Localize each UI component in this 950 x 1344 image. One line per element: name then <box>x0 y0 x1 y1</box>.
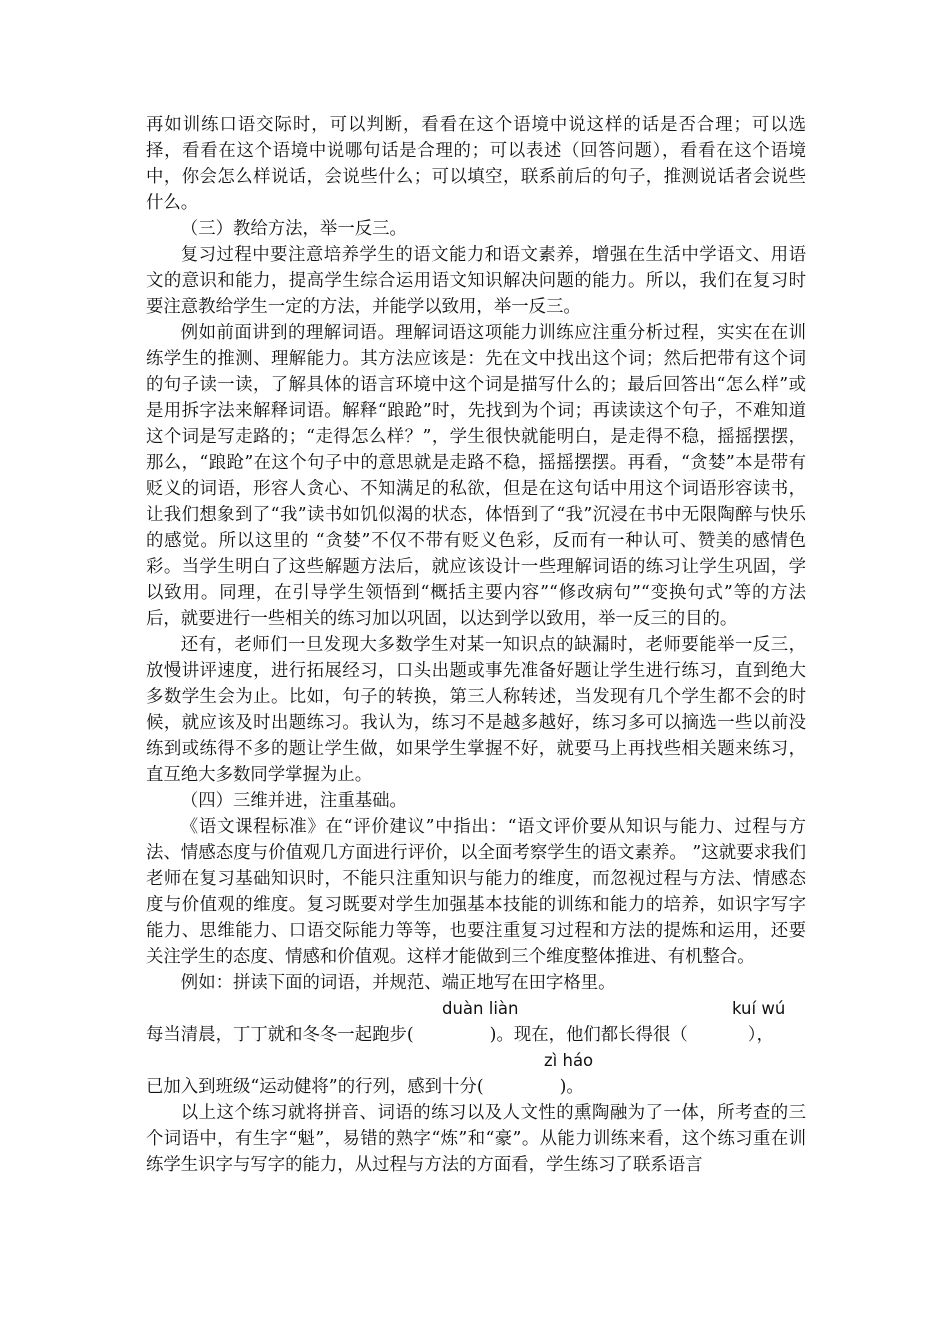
pinyin-duanlian: duàn liàn <box>442 999 519 1018</box>
pinyin-exercise <box>146 996 806 1100</box>
exercise-line-2-text-b: )。 <box>559 1077 584 1097</box>
paragraph-oral-communication: 再如训练口语交际时，可以判断，看看在这个语境中说这样的话是否合理；可以选择，看看在这个语境中说哪句话是合理的；可以表述（回答问题），看看在这个语境中，你会怎么样说话，会说些什么；可以填空，联系前后的句子，推测说话者会说些什么。 <box>146 115 806 213</box>
exercise-line-1-text-b: )。现在，他们都长得很（ <box>489 1025 688 1045</box>
paragraph-example-intro: 例如：拼读下面的词语，并规范、端正地写在田字格里。 <box>180 973 616 993</box>
paragraph-extension-practice: 还有，老师们一旦发现大多数学生对某一知识点的缺漏时，老师要能举一反三，放慢讲评速度，进行拓展经习，口头出题或事先准备好题让学生进行练习，直到绝大多数学生会为止。比如，句子的转换，第三人称转述，当发现有几个学生都不会的时候，就应该及时出题练习。我认为，练习不是越多越好，练习多可以摘选一些以前没练到或练得不多的题让学生做，如果学生掌握不好，就要马上再找些相关题来练习，直互绝大多数同学掌握为止。 <box>146 635 806 785</box>
pinyin-zihao: zì háo <box>544 1051 594 1070</box>
exercise-line-2-text-a: 已加入到班级“运动健将”的行列，感到十分( <box>146 1077 484 1097</box>
paragraph-word-understanding: 例如前面讲到的理解词语。理解词语这项能力训练应注重分析过程，实实在在训练学生的推测、理解能力。其方法应该是：先在文中找出这个词；然后把带有这个词的句子读一读，了解具体的语言环境中这个词是描写什么的；最后回答出“怎么样”或是用拆字法来解释词语。解释“踉跄”时，先找到为个词；再读读这个句子，不难知道这个词是写走路的；“走得怎么样？”，学生很快就能明白，是走得不稳，摇摇摆摆，那么，“踉跄”在这个句子中的意思就是走路不稳，摇摇摆摆。再看，“贪婪”本是带有贬义的词语，形容人贪心、不知满足的私欲，但是在这句话中用这个词语形容读书，让我们想象到了“我”读书如饥似渴的状态，体悟到了“我”沉浸在书中无限陶醉与快乐的感觉。所以这里的 “贪婪”不仅不带有贬义色彩，反而有一种认可、赞美的感情色彩。当学生明白了这些解题方法后，就应该设计一些理解词语的练习让学生巩固，学以致用。同理，在引导学生领悟到“概括主要内容”“修改病句”“变换句式”等的方法后，就要进行一些相关的练习加以巩固，以达到学以致用，举一反三的目的。 <box>146 323 806 629</box>
pinyin-row-1 <box>146 996 806 1022</box>
heading-section-3: （三）教给方法，举一反三。 <box>180 219 407 239</box>
document-page <box>146 112 806 1178</box>
exercise-line-1-text-c: ）， <box>747 1025 774 1045</box>
exercise-line-2 <box>146 1074 806 1100</box>
paragraph-curriculum-standard: 《语文课程标准》在“评价建议”中指出：“语文评价要从知识与能力、过程与方法、情感态度与价值观几方面进行评价，以全面考察学生的语文素养。 ”这就要求我们老师在复习基础知识时，不能只注重知识与能力的维度，而忽视过程与方法、情感态度与价值观的维度。复习既要对学生加强基本技能的训练和能力的培养，如识字写字能力、思维能力、口语交际能力等等，也要注重复习过程和方法的提炼和运用，还要关注学生的态度、情感和价值观。这样才能做到三个维度整体推进、有机整合。 <box>146 817 806 967</box>
pinyin-kuiwu: kuí wú <box>732 999 786 1018</box>
paragraph-exercise-analysis: 以上这个练习就将拼音、词语的练习以及人文性的熏陶融为了一体，所考查的三个词语中，有生字“魁”，易错的熟字“炼”和“豪”。从能力训练来看，这个练习重在训练学生识字与写字的能力，从过程与方法的方面看，学生练习了联系语言 <box>146 1103 806 1175</box>
exercise-line-1 <box>146 1022 806 1048</box>
exercise-line-1-text-a: 每当清晨，丁丁就和冬冬一起跑步( <box>146 1025 414 1045</box>
paragraph-review-methods: 复习过程中要注意培养学生的语文能力和语文素养，增强在生活中学语文、用语文的意识和能力，提高学生综合运用语文知识解决问题的能力。所以，我们在复习时要注意教给学生一定的方法，并能学以致用，举一反三。 <box>146 245 806 317</box>
heading-section-4: （四）三维并进，注重基础。 <box>180 791 407 811</box>
pinyin-row-2 <box>146 1048 806 1074</box>
